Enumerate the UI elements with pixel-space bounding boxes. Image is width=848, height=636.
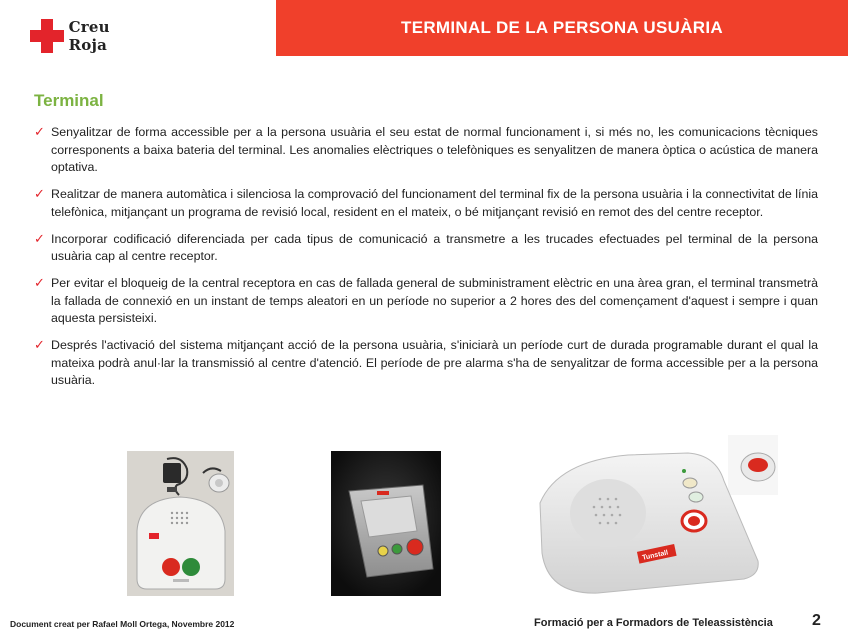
checkmark-icon: ✓ <box>34 187 45 203</box>
bullet-item <box>34 186 818 221</box>
checkmark-icon: ✓ <box>34 338 45 354</box>
terminal-photo-3 <box>538 433 778 597</box>
bullet-item <box>34 337 818 390</box>
checkmark-icon: ✓ <box>34 275 45 291</box>
bullet-text: Després l'activació del sistema mitjançant acció de la persona usuària, s'iniciarà un període curt de durada programable durant el qual la mateixa podrà anul·lar la transmissió al centre d'atenció. El període de pre alarma s'ha de senyalitzar de forma accessible per a la persona usuària. <box>51 338 818 388</box>
checkmark-icon: ✓ <box>34 231 45 247</box>
header-banner <box>276 0 848 56</box>
checkmark-icon: ✓ <box>34 125 45 140</box>
bullet-text: Realitzar de manera automàtica i silenciosa la comprovació del funcionament del terminal fix de la persona usuària i la connectivitat de línia telefònica, mitjançant un programa de revisió local, resident en el mateix, o bé mitjançant revisió en remot des del centre receptor. <box>51 187 818 219</box>
page-title: TERMINAL DE LA PERSONA USUÀRIA <box>401 18 723 37</box>
red-cross-icon <box>30 19 63 53</box>
tunstall-terminal-image <box>538 433 778 597</box>
bullet-item <box>34 231 818 266</box>
home-terminal-with-pendant-image <box>127 451 234 596</box>
creu-roja-logo <box>30 18 150 54</box>
section-title: Terminal <box>34 91 104 110</box>
tunstall-brand-label: Tunstall <box>641 549 669 562</box>
bullet-list <box>34 124 818 399</box>
bullet-text: Incorporar codificació diferenciada per cada tipus de comunicació a transmetre a les trucades efectuades pel terminal de la persona usuària cap al centre receptor. <box>51 231 818 264</box>
bullet-text: Senyalitzar de forma accessible per a la persona usuària el seu estat de normal funcionament i, si més no, les comunicacions tècniques corresponents a baixa bateria del terminal. Les anomalies elèctriques o telefòniques es senyalitzen de manera òptica o acústica de manera optativa. <box>51 125 818 175</box>
footer-author: Document creat per Rafael Moll Ortega, Novembre 2012 <box>10 619 235 629</box>
grey-terminal-image <box>331 451 441 596</box>
terminal-photo-1 <box>127 451 234 596</box>
footer-course: Formació per a Formadors de Teleassistència <box>534 617 773 629</box>
logo-text: Creu Roja <box>68 18 110 54</box>
terminal-photo-2 <box>331 451 441 596</box>
bullet-text: Per evitar el bloqueig de la central receptora en cas de fallada general de subministrament elèctric en una àrea gran, el terminal transmetrà la fallada de connexió en un instant de temps aleatori en un període no superior a 2 hores des del començament d'aquest i sempre i quan aquesta persisteixi. <box>51 275 818 326</box>
bullet-item <box>34 275 818 328</box>
page-number: 2 <box>812 612 821 629</box>
bullet-item <box>34 124 818 177</box>
